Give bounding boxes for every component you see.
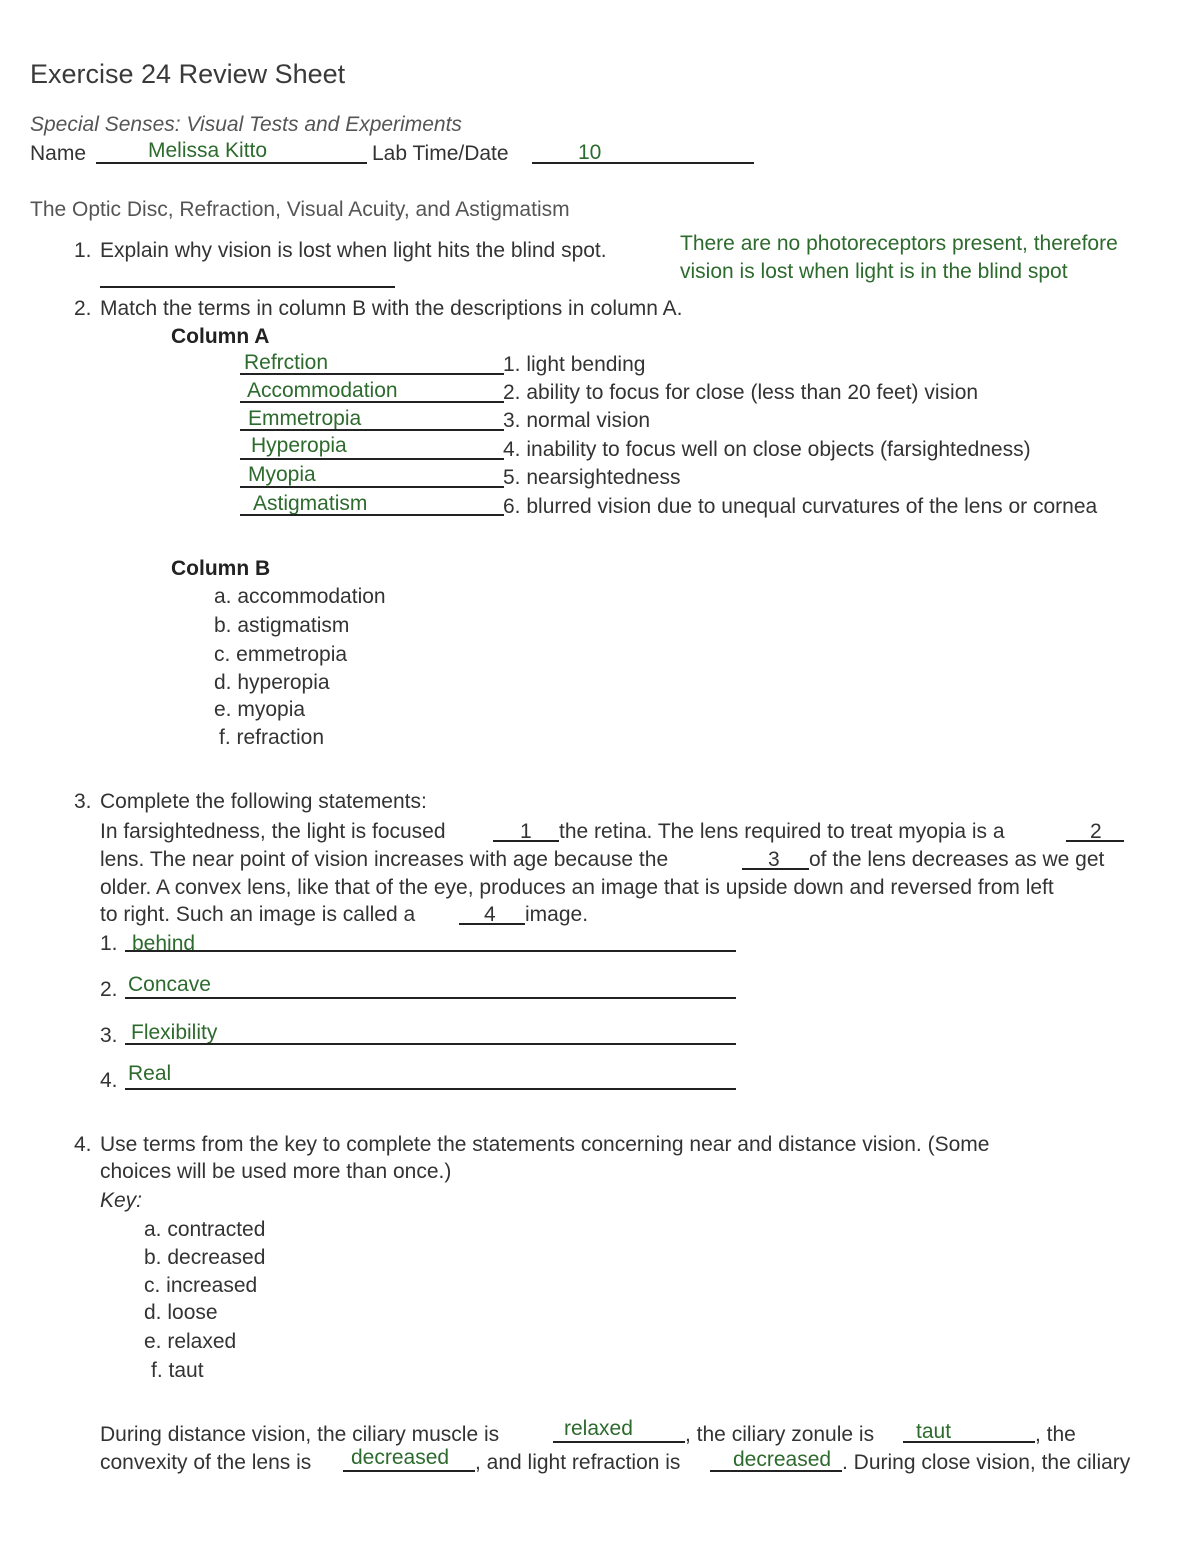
key-item: d. loose (144, 1301, 218, 1324)
q3-line-1a: In farsightedness, the light is focused (100, 820, 446, 843)
q1-answer-line-2[interactable]: vision is lost when light is in the blind spot (680, 260, 1068, 283)
key-item: a. contracted (144, 1218, 266, 1241)
column-b-item: d. hyperopia (214, 671, 330, 694)
q1-answer-line (100, 286, 395, 288)
q3-answer-number: 4. (100, 1069, 118, 1092)
q3-number: 3. (74, 790, 92, 813)
q3-line-2a: lens. The near point of vision increases with age because the (100, 848, 669, 871)
column-a-answer[interactable]: Astigmatism (253, 492, 368, 515)
q3-line-4a: to right. Such an image is called a (100, 903, 416, 926)
column-a-description: 6. blurred vision due to unequal curvatures of the lens or cornea (503, 495, 1098, 518)
lens-convexity-answer[interactable]: decreased (351, 1446, 450, 1469)
q3-line-1b: the retina. The lens required to treat myopia is a (559, 820, 1005, 843)
lab-time-value[interactable]: 10 (578, 141, 602, 164)
section-title: The Optic Disc, Refraction, Visual Acuity, and Astigmatism (30, 198, 570, 221)
light-refraction-answer[interactable]: decreased (733, 1448, 832, 1471)
column-b-item: c. emmetropia (214, 643, 348, 666)
q1-number: 1. (74, 239, 92, 262)
column-a-description: 2. ability to focus for close (less than 20 feet) vision (503, 381, 979, 404)
q3-answer-number: 3. (100, 1024, 118, 1047)
q3-answer-number: 2. (100, 978, 118, 1001)
lens-convexity-blank-line (343, 1470, 475, 1472)
page-title: Exercise 24 Review Sheet (30, 59, 346, 89)
key-item: b. decreased (144, 1246, 266, 1269)
q3-text: Complete the following statements: (100, 790, 427, 813)
lab-time-label: Lab Time/Date (372, 142, 509, 165)
q3-line-3: older. A convex lens, like that of the eye, produces an image that is upside down and reversed from left (100, 876, 1054, 899)
q2-number: 2. (74, 297, 92, 320)
column-b-label: Column B (171, 557, 271, 580)
answer-line (240, 514, 504, 516)
q4-para-2b: , and light refraction is (475, 1451, 681, 1474)
q3-answer-value[interactable]: behind (132, 932, 196, 955)
answer-line (240, 486, 504, 488)
answer-line (125, 997, 736, 999)
column-a-answer[interactable]: Refrction (244, 351, 329, 374)
ciliary-zonule-answer[interactable]: taut (916, 1420, 952, 1443)
name-label: Name (30, 142, 87, 165)
q4-para-1b: , the ciliary zonule is (685, 1423, 875, 1446)
q3-line-4b: image. (525, 903, 589, 926)
column-b-item: e. myopia (214, 698, 306, 721)
q4-text-line-1: Use terms from the key to complete the statements concerning near and distance vision. (Some (100, 1133, 990, 1156)
answer-line (240, 373, 504, 375)
q1-answer-line-1[interactable]: There are no photoreceptors present, therefore (680, 232, 1118, 255)
column-b-item: b. astigmatism (214, 614, 350, 637)
subtitle: Special Senses: Visual Tests and Experiments (30, 113, 462, 136)
column-a-answer[interactable]: Myopia (248, 463, 316, 486)
q4-para-2c: . During close vision, the ciliary (842, 1451, 1131, 1474)
answer-line (125, 1088, 736, 1090)
answer-line (240, 458, 504, 460)
key-label: Key: (100, 1189, 143, 1212)
q3-answer-value[interactable]: Flexibility (131, 1021, 218, 1044)
blank-1-label: 1 (520, 820, 532, 843)
column-a-answer[interactable]: Emmetropia (248, 407, 362, 430)
q4-number: 4. (74, 1133, 92, 1156)
column-b-item: a. accommodation (214, 585, 386, 608)
q4-text-line-2: choices will be used more than once.) (100, 1160, 452, 1183)
answer-line (240, 401, 504, 403)
q3-answer-value[interactable]: Concave (128, 973, 211, 996)
q1-text: Explain why vision is lost when light hits the blind spot. (100, 239, 607, 262)
ciliary-muscle-blank-line (553, 1441, 685, 1443)
column-a-label: Column A (171, 325, 270, 348)
key-item: c. increased (144, 1274, 258, 1297)
q4-para-2a: convexity of the lens is (100, 1451, 312, 1474)
q3-answer-value[interactable]: Real (128, 1062, 172, 1085)
name-value[interactable]: Melissa Kitto (148, 139, 268, 162)
column-a-description: 4. inability to focus well on close objects (farsightedness) (503, 438, 1031, 461)
column-b-item: f. refraction (219, 726, 325, 749)
column-a-description: 1. light bending (503, 353, 646, 376)
key-item: f. taut (151, 1359, 204, 1382)
column-a-description: 5. nearsightedness (503, 466, 681, 489)
q4-para-1a: During distance vision, the ciliary muscle is (100, 1423, 500, 1446)
answer-line (125, 1043, 736, 1045)
column-a-answer[interactable]: Accommodation (247, 379, 398, 402)
blank-2-label: 2 (1090, 820, 1102, 843)
q3-answer-number: 1. (100, 932, 118, 955)
q2-text: Match the terms in column B with the descriptions in column A. (100, 297, 683, 320)
answer-line (240, 429, 504, 431)
blank-3-label: 3 (768, 848, 780, 871)
q4-para-1c: , the (1035, 1423, 1076, 1446)
key-item: e. relaxed (144, 1330, 237, 1353)
lab-time-field-line (532, 162, 754, 164)
column-a-answer[interactable]: Hyperopia (251, 434, 347, 457)
ciliary-muscle-answer[interactable]: relaxed (564, 1417, 633, 1440)
q3-line-2b: of the lens decreases as we get (809, 848, 1105, 871)
blank-4-label: 4 (484, 903, 496, 926)
column-a-description: 3. normal vision (503, 409, 651, 432)
answer-line (125, 950, 736, 952)
